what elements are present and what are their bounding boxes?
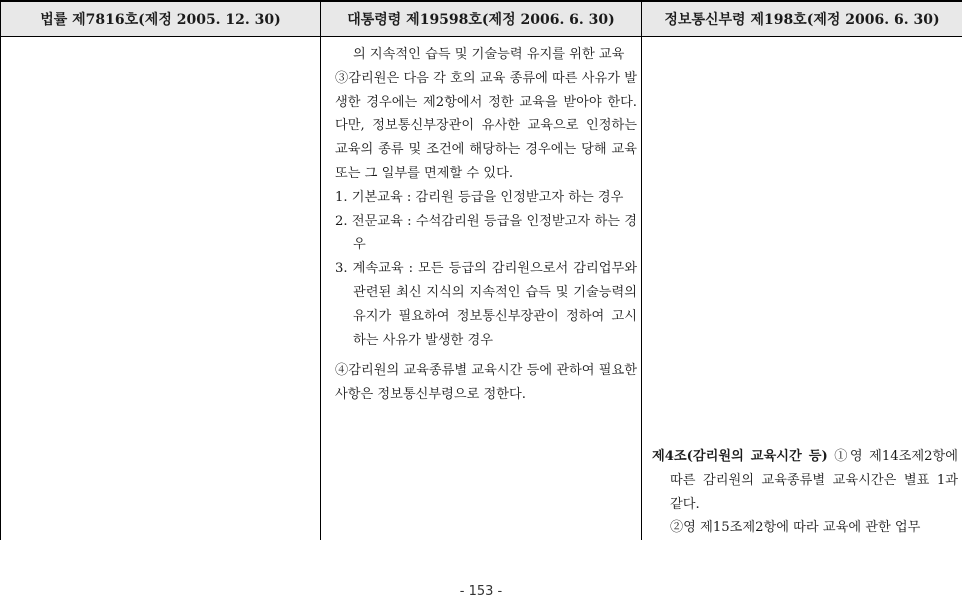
ordinance-article-4: [652, 445, 958, 516]
decree-paragraph-4: ④감리원의 교육종류별 교육시간 등에 관하여 필요한 사항은 정보통신부령으로 정한다.: [335, 363, 637, 403]
header-presidential-decree: 대통령령 제19598호(제정 2006. 6. 30): [321, 1, 642, 37]
law-column-cell: [1, 37, 321, 541]
decree-column-cell: [321, 37, 642, 541]
decree-item-2: 2. 전문교육 : 수석감리원 등급을 인정받고자 하는 경우: [335, 213, 637, 253]
ordinance-article-4-title: 제4조(감리원의 교육시간 등): [652, 449, 828, 464]
ordinance-article-4-para2: ②영 제15조제2항에 따라 교육에 관한 업무: [670, 520, 921, 536]
header-ministry-ordinance: 정보통신부령 제198호(제정 2006. 6. 30): [642, 1, 962, 37]
decree-paragraph-3: ③감리원은 다음 각 호의 교육 종류에 따른 사유가 발생한 경우에는 제2항에서 정한 교육을 받아야 한다. 다만, 정보통신부장관이 유사한 교육으로 인정하는 교육의 종류 및 조건에 해당하는 경우에는 당해 교육 또는 그 일부를 면제할 수 있다.: [335, 70, 637, 181]
decree-continued-text: 의 지속적인 습득 및 기술능력 유지를 위한 교육: [353, 47, 625, 62]
ordinance-column-cell: [642, 37, 962, 541]
page-number: - 153 -: [459, 584, 503, 599]
ordinance-article-4-para1: ①영 제14조제2항에 따른 감리원의 교육종류별 교육시간은 별표 1과 같다.: [670, 449, 959, 512]
decree-item-1: 1. 기본교육 : 감리원 등급을 인정받고자 하는 경우: [335, 189, 624, 205]
decree-item-3: 3. 계속교육 : 모든 등급의 감리원으로서 감리업무와 관련된 최신 지식의 지속적인 습득 및 기술능력의 유지가 필요하여 정보통신부장관이 정하여 고시하는 사유가 발생한 경우: [335, 261, 637, 348]
header-law: 법률 제7816호(제정 2005. 12. 30): [1, 1, 321, 37]
